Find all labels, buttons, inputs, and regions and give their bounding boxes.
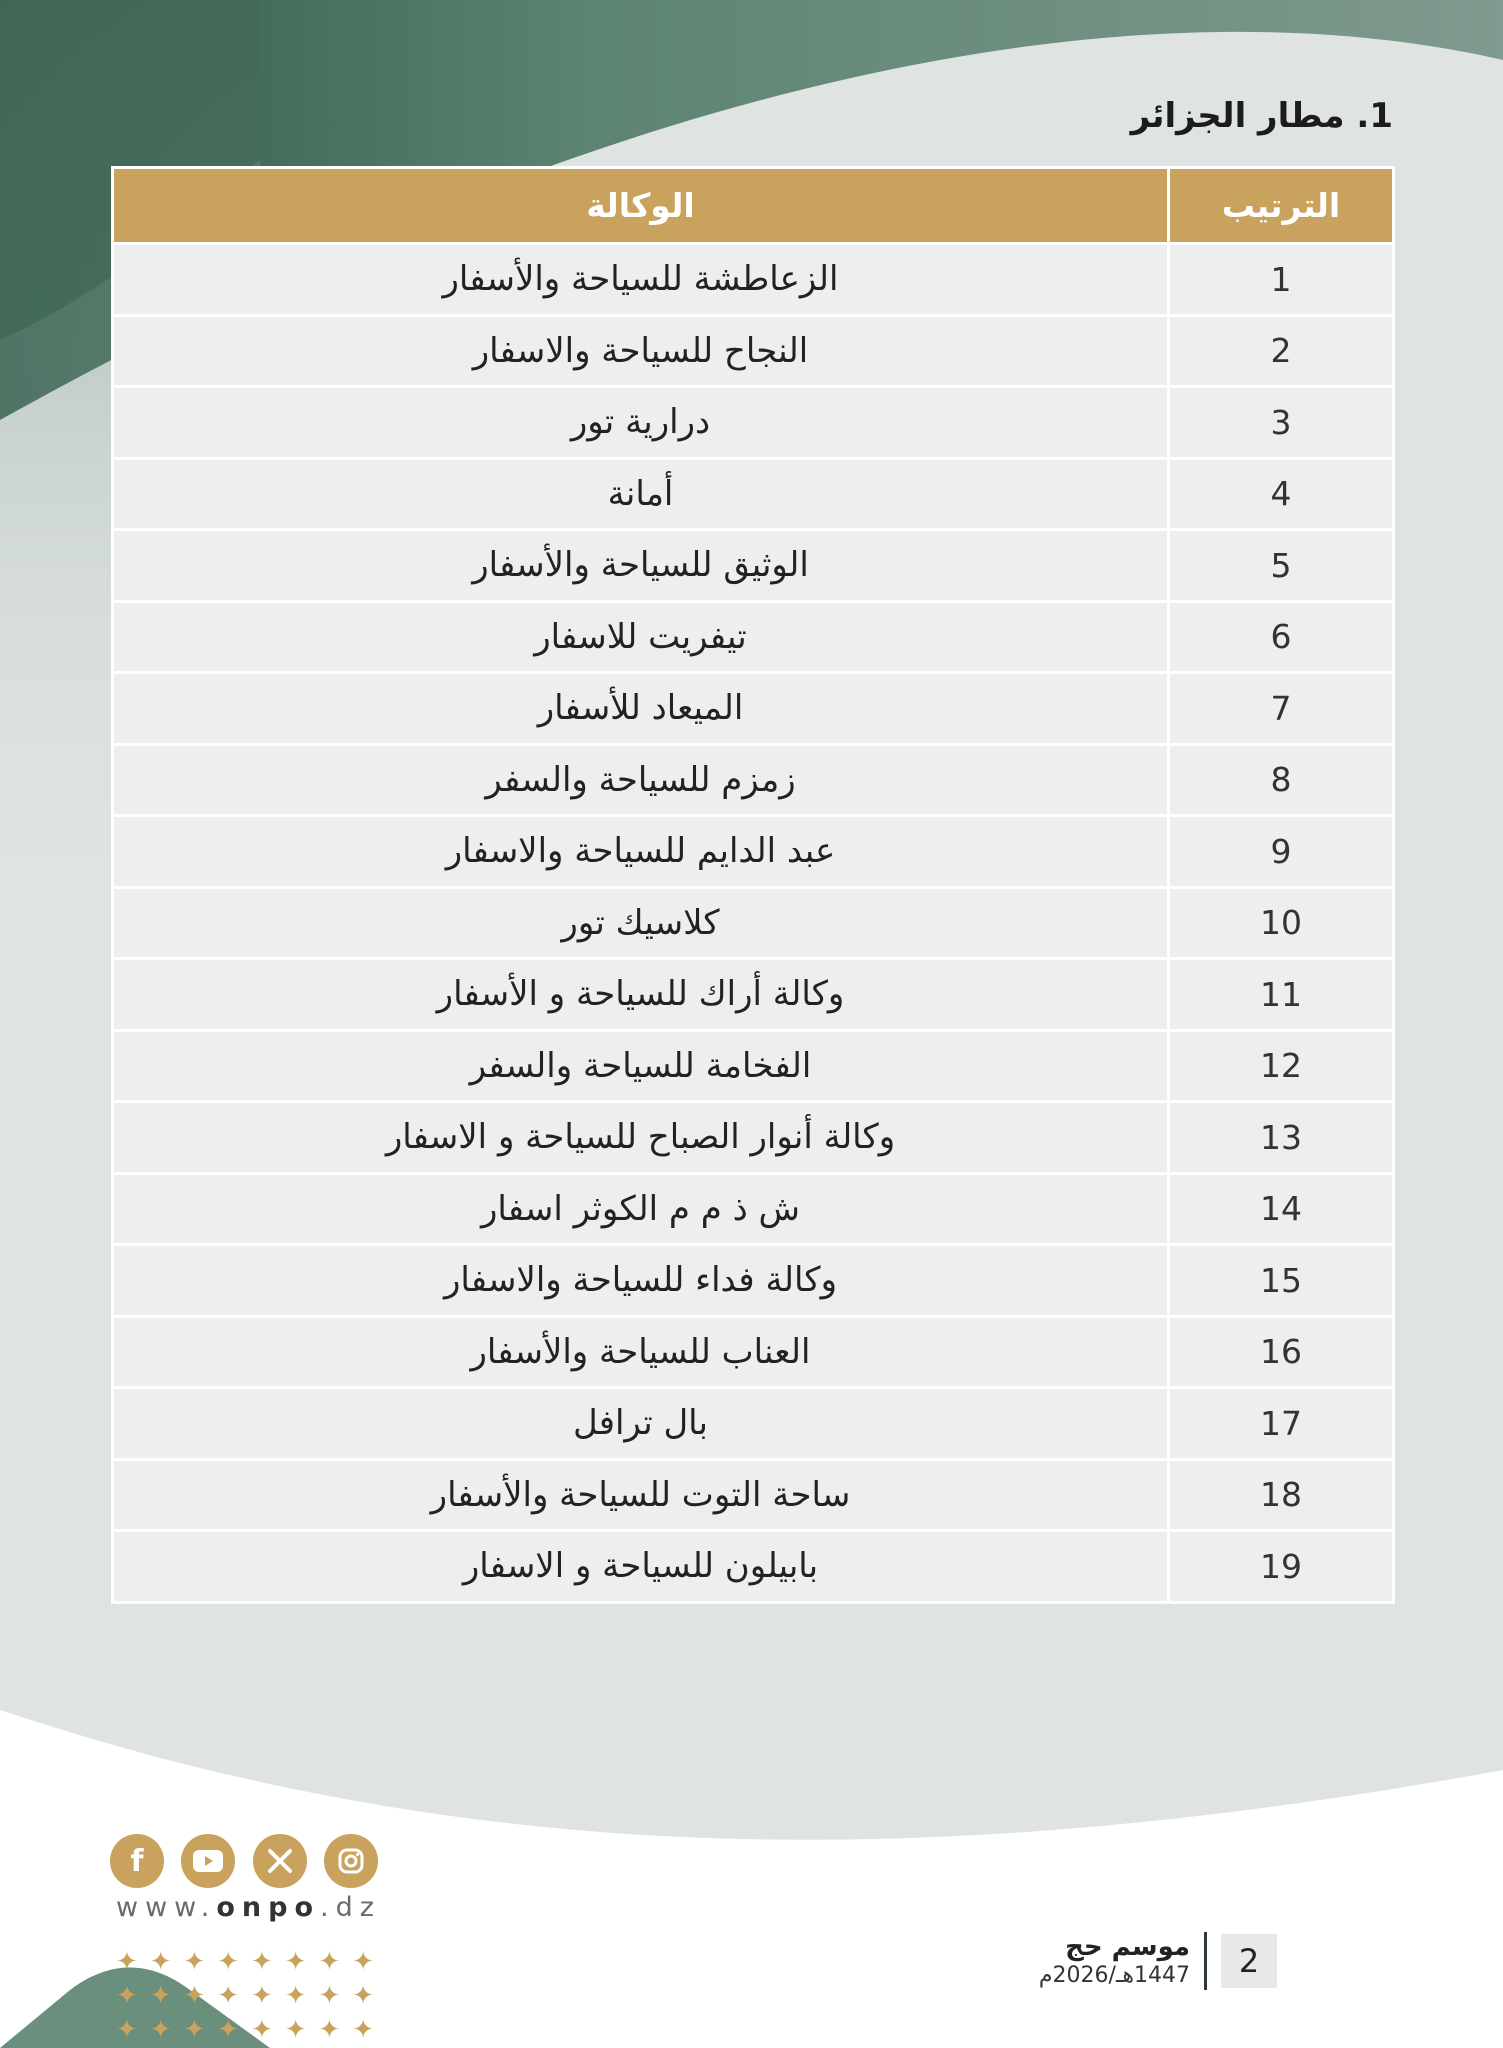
- table-row: [113, 1245, 1394, 1317]
- table-header-row: [113, 168, 1394, 244]
- table-row: [113, 744, 1394, 816]
- rank-cell: 11: [1169, 959, 1394, 1031]
- website-url[interactable]: www.onpo.dz: [116, 1892, 381, 1923]
- header-agency: الوكالة: [113, 168, 1169, 244]
- facebook-icon[interactable]: f: [110, 1834, 164, 1888]
- agency-cell: ساحة التوت للسياحة والأسفار: [113, 1459, 1169, 1531]
- rank-cell: 6: [1169, 601, 1394, 673]
- decorative-star-pattern: ✦ ✦ ✦ ✦ ✦ ✦ ✦ ✦ ✦ ✦ ✦ ✦ ✦ ✦ ✦ ✦ ✦ ✦ ✦ ✦ ✦ ✦ ✦ ✦: [115, 1947, 375, 2045]
- table-row: [113, 959, 1394, 1031]
- section-title: 1. مطار الجزائر: [1130, 96, 1393, 136]
- rank-cell: 2: [1169, 315, 1394, 387]
- table-row: [113, 387, 1394, 459]
- page-number: 2: [1221, 1934, 1277, 1988]
- table-row: [113, 1531, 1394, 1603]
- agency-cell: وكالة فداء للسياحة والاسفار: [113, 1245, 1169, 1317]
- rank-cell: 16: [1169, 1316, 1394, 1388]
- table-row: [113, 458, 1394, 530]
- table-row: [113, 1030, 1394, 1102]
- agency-cell: وكالة أنوار الصباح للسياحة و الاسفار: [113, 1102, 1169, 1174]
- agency-cell: النجاح للسياحة والاسفار: [113, 315, 1169, 387]
- rank-cell: 8: [1169, 744, 1394, 816]
- agency-cell: الزعاطشة للسياحة والأسفار: [113, 244, 1169, 316]
- agency-cell: بال ترافل: [113, 1388, 1169, 1460]
- rank-cell: 13: [1169, 1102, 1394, 1174]
- agency-cell: وكالة أراك للسياحة و الأسفار: [113, 959, 1169, 1031]
- agency-cell: درارية تور: [113, 387, 1169, 459]
- rank-cell: 14: [1169, 1173, 1394, 1245]
- agency-cell: الفخامة للسياحة والسفر: [113, 1030, 1169, 1102]
- agency-cell: عبد الدايم للسياحة والاسفار: [113, 816, 1169, 888]
- table-row: [113, 1459, 1394, 1531]
- agency-cell: أمانة: [113, 458, 1169, 530]
- youtube-icon[interactable]: [181, 1834, 235, 1888]
- instagram-icon[interactable]: [324, 1834, 378, 1888]
- rank-cell: 3: [1169, 387, 1394, 459]
- header-rank: الترتيب: [1169, 168, 1394, 244]
- agency-cell: بابيلون للسياحة و الاسفار: [113, 1531, 1169, 1603]
- rank-cell: 15: [1169, 1245, 1394, 1317]
- table-row: [113, 673, 1394, 745]
- agency-cell: ش ذ م م الكوثر اسفار: [113, 1173, 1169, 1245]
- rank-cell: 7: [1169, 673, 1394, 745]
- rank-cell: 4: [1169, 458, 1394, 530]
- x-icon[interactable]: [253, 1834, 307, 1888]
- rank-cell: 5: [1169, 530, 1394, 602]
- rank-cell: 10: [1169, 887, 1394, 959]
- agency-cell: العناب للسياحة والأسفار: [113, 1316, 1169, 1388]
- table-row: [113, 244, 1394, 316]
- rank-cell: 9: [1169, 816, 1394, 888]
- rank-cell: 12: [1169, 1030, 1394, 1102]
- season-year: 1447هـ/2026م: [1038, 1963, 1190, 1988]
- season-name: موسم حج: [1065, 1932, 1190, 1962]
- table-row: [113, 816, 1394, 888]
- table-row: [113, 530, 1394, 602]
- agency-cell: الميعاد للأسفار: [113, 673, 1169, 745]
- rank-cell: 1: [1169, 244, 1394, 316]
- agency-cell: تيفريت للاسفار: [113, 601, 1169, 673]
- agency-cell: الوثيق للسياحة والأسفار: [113, 530, 1169, 602]
- season-label: [1039, 1932, 1207, 1990]
- rank-cell: 19: [1169, 1531, 1394, 1603]
- rank-cell: 18: [1169, 1459, 1394, 1531]
- table-row: [113, 315, 1394, 387]
- agency-cell: زمزم للسياحة والسفر: [113, 744, 1169, 816]
- page-footer: [1039, 1932, 1277, 1990]
- table-row: [113, 1388, 1394, 1460]
- table-row: [113, 1316, 1394, 1388]
- agency-cell: كلاسيك تور: [113, 887, 1169, 959]
- agencies-table: [111, 166, 1395, 1604]
- table-row: [113, 1173, 1394, 1245]
- rank-cell: 17: [1169, 1388, 1394, 1460]
- table-row: [113, 1102, 1394, 1174]
- social-links: [110, 1834, 378, 1888]
- table-row: [113, 887, 1394, 959]
- table-row: [113, 601, 1394, 673]
